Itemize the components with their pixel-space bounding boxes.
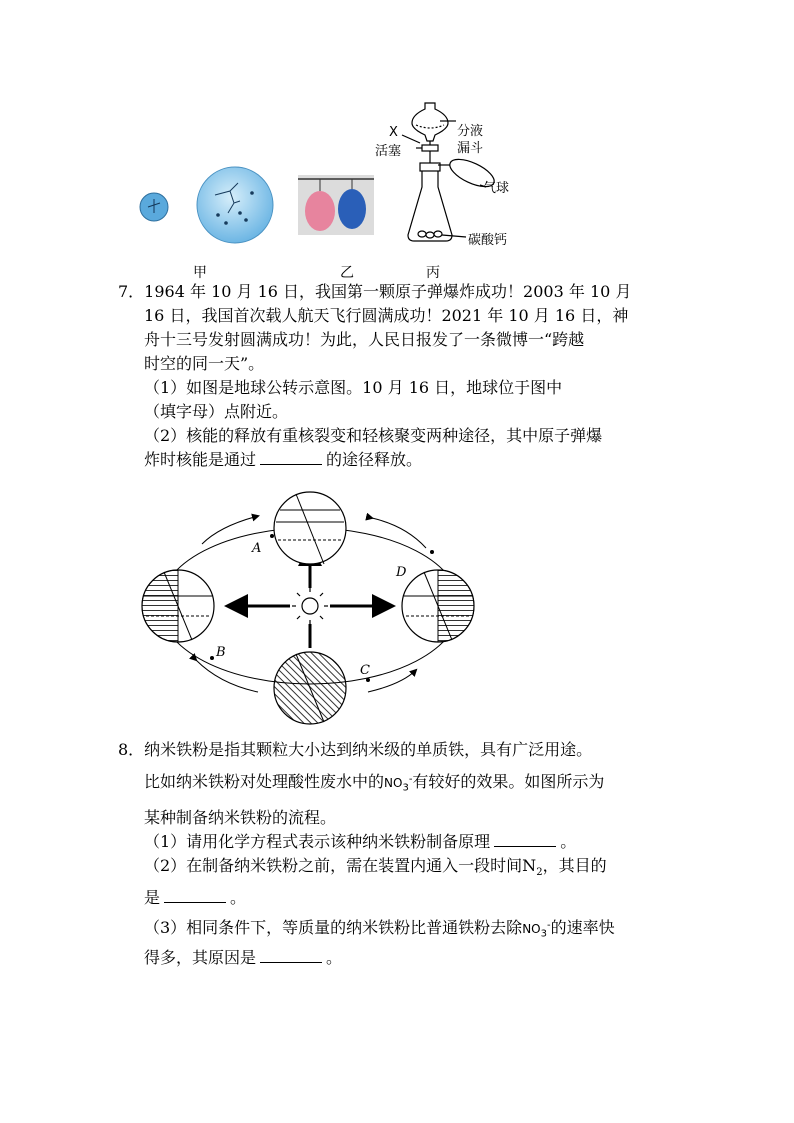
figure-label-yi: 乙 xyxy=(340,265,354,281)
answer-blank[interactable] xyxy=(164,888,226,903)
q8-part-3-line-1: （3）相同条件下，等质量的纳米铁粉比普通铁粉去除$NO_3^-$的速率快 xyxy=(144,917,615,939)
earth-right xyxy=(402,570,474,642)
answer-blank[interactable] xyxy=(494,832,556,847)
valve-label: 活塞 xyxy=(375,144,402,159)
answer-blank[interactable] xyxy=(260,948,322,963)
no3-formula: $NO_3^-$ xyxy=(384,774,413,794)
earth-orbit-diagram xyxy=(140,478,485,728)
earth-bottom xyxy=(274,652,346,724)
figure-label-jia: 甲 xyxy=(193,265,207,281)
point-a-label: A xyxy=(252,541,262,556)
q7-part-2-line-1: （2）核能的释放有重核裂变和轻核聚变两种途径，其中原子弹爆 xyxy=(144,426,603,445)
q8-part-2-line-1: （2）在制备纳米铁粉之前，需在装置内通入一段时间$N_2$，其目的 xyxy=(144,856,607,879)
small-sphere-icon xyxy=(140,193,168,221)
balloons-photo xyxy=(298,175,374,235)
balloon-label: 气球 xyxy=(483,181,510,196)
q7-line-2: 16 日，我国首次载人航天飞行圆满成功！2021 年 10 月 16 日，神 xyxy=(144,306,629,325)
q8-part-3-line-2: 得多，其原因是 。 xyxy=(144,947,343,967)
earth-left xyxy=(142,570,214,642)
large-sphere-icon xyxy=(197,167,273,243)
no3-formula: $NO_3^-$ xyxy=(522,919,551,939)
earth-top xyxy=(274,492,346,564)
q7-line-3: 舟十三号发射圆满成功！为此，人民日报发了一条微博一“跨越 xyxy=(144,330,585,349)
q7-part-1-line-2: （填字母）点附近。 xyxy=(144,402,289,421)
x-label: X xyxy=(389,125,398,140)
funnel-label-2: 漏斗 xyxy=(457,141,484,156)
q8-line-1: 8．纳米铁粉是指其颗粒大小达到纳米级的单质铁，具有广泛用途。 xyxy=(118,740,593,759)
q8-line-2: 比如纳米铁粉对处理酸性废水中的$NO_3^-$有较好的效果。如图所示为 xyxy=(144,772,605,794)
apparatus-diagram xyxy=(402,103,498,241)
q7-part-1-line-1: （1）如图是地球公转示意图。10 月 16 日，地球位于图中 xyxy=(144,378,563,397)
point-d-label: D xyxy=(396,565,407,580)
q7-line-1: 7．1964 年 10 月 16 日，我国第一颗原子弹爆炸成功！2003 年 10 月 xyxy=(118,282,632,301)
q8-part-1: （1）请用化学方程式表示该种纳米铁粉制备原理 。 xyxy=(144,832,577,852)
q8-part-2-line-2: 是 。 xyxy=(144,887,247,907)
answer-blank[interactable] xyxy=(260,450,322,465)
point-c-label: C xyxy=(360,663,370,678)
q8-line-3: 某种制备纳米铁粉的流程。 xyxy=(144,808,337,828)
funnel-label-1: 分液 xyxy=(457,124,484,139)
carbonate-label: 碳酸钙 xyxy=(468,233,508,248)
q7-line-4: 时空的同一天”。 xyxy=(144,354,265,373)
question-8 xyxy=(118,738,683,970)
sun-icon xyxy=(292,588,328,624)
point-b-label: B xyxy=(216,645,226,660)
figure-label-bing: 丙 xyxy=(426,265,440,281)
question-7 xyxy=(118,280,683,472)
q7-part-2-line-2: 炸时核能是通过 的途径释放。 xyxy=(144,450,423,469)
